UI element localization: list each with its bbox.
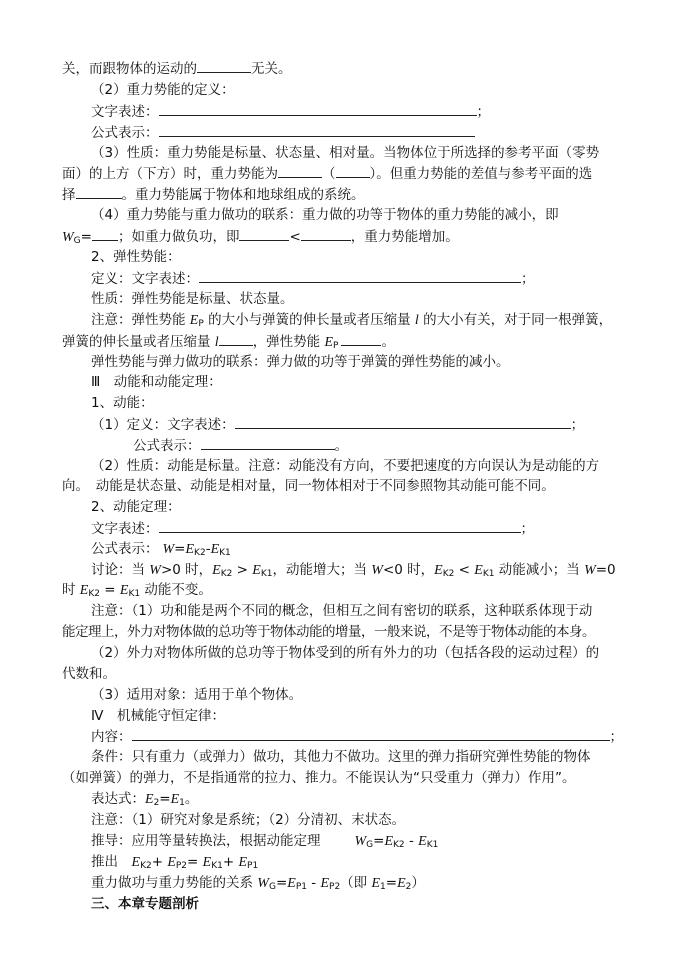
text: ； <box>521 271 535 287</box>
text: ） <box>411 875 425 891</box>
subscript: 2 <box>153 798 160 808</box>
text-line <box>91 143 599 164</box>
text: 的大小有关，对于同一根弹簧， <box>418 312 613 328</box>
blank <box>341 331 381 346</box>
symbol: E <box>210 542 220 557</box>
text: （3）性质：重力势能是标量、状态量、相对量。当物体位于所选择的参考平面（零势 <box>91 145 600 161</box>
text-line <box>133 435 348 456</box>
symbol: E <box>252 563 261 578</box>
text-line <box>91 643 599 664</box>
symbol: E <box>145 792 154 807</box>
text: 。 <box>184 791 199 807</box>
text: = <box>373 833 385 849</box>
text-line <box>91 80 235 101</box>
text: （2）性质：动能是标量。注意：动能没有方向，不要把速度的方向误认为是动能的方 <box>91 458 600 474</box>
blank <box>336 163 370 178</box>
subscript: G <box>73 236 81 246</box>
text: 条件：只有重力（或弹力）做功，其他力不做功。这里的弹力指研究弹性势能的物体 <box>91 749 591 765</box>
subscript: K1 <box>128 589 141 599</box>
symbol: E <box>212 563 221 578</box>
text: （1）定义：文字表述： <box>91 417 235 433</box>
subscript: K2 <box>140 861 152 871</box>
text: ，动能增大；当 <box>272 562 372 578</box>
symbol: l <box>214 335 219 350</box>
text: = <box>159 791 171 807</box>
text: 性质：弹性势能是标量、状态量。 <box>91 291 294 307</box>
subscript: P1 <box>295 882 307 892</box>
text: ，弹性势能 <box>252 334 325 350</box>
text: 动能减小；当 <box>494 562 585 578</box>
formula-line <box>91 831 438 852</box>
text: （3）适用对象：适用于单个物体。 <box>91 687 303 703</box>
subscript: P2 <box>329 882 341 892</box>
text: - <box>404 833 419 849</box>
text: ，重力势能增加。 <box>350 229 459 245</box>
symbol: E <box>189 313 199 328</box>
symbol: E <box>320 876 330 891</box>
text: 关，而跟物体的运动的 <box>62 61 197 77</box>
text: 。 <box>334 438 348 454</box>
symbol: E <box>238 855 248 870</box>
formula-line <box>91 873 425 894</box>
text: 2、动能定理： <box>91 499 181 515</box>
symbol: E <box>434 563 443 578</box>
text: - <box>205 541 211 557</box>
subscript: G <box>366 840 374 850</box>
text: > <box>232 562 253 578</box>
text: = <box>80 229 92 245</box>
symbol: E <box>384 834 394 849</box>
text-line <box>91 497 181 518</box>
blank <box>159 518 521 533</box>
text-line <box>91 393 154 414</box>
subscript: P2 <box>175 861 188 871</box>
blank <box>159 101 477 116</box>
subscript: K1 <box>219 548 231 558</box>
symbol: W <box>149 563 161 578</box>
section-heading <box>91 706 225 727</box>
text: 公式表示： <box>91 125 159 141</box>
symbol: W <box>62 230 74 245</box>
blank <box>239 226 289 241</box>
text: （即 <box>340 875 372 891</box>
subscript: K2 <box>393 840 405 850</box>
text-line <box>91 601 592 622</box>
symbol: E <box>79 583 89 598</box>
text: 三、本章专题剖析 <box>91 896 199 912</box>
text: （2）外力对物体所做的总功等于物体受到的所有外力的功（包括各段的运动过程）的 <box>91 645 600 661</box>
blank <box>219 331 253 346</box>
subscript: K2 <box>194 548 206 558</box>
text: （ <box>322 166 336 182</box>
text-line <box>91 268 535 289</box>
text-line <box>62 331 395 352</box>
text-line <box>62 476 555 497</box>
text: ；如重力做负功，即 <box>117 229 240 245</box>
text-line <box>91 685 302 706</box>
text: 定义：文字表述： <box>91 271 199 287</box>
text-line <box>91 247 181 268</box>
section-heading <box>91 372 222 393</box>
subscript: G <box>268 882 276 892</box>
symbol: E <box>324 335 334 350</box>
text: 公式表示： <box>133 438 201 454</box>
text-line <box>91 518 534 539</box>
subscript: K1 <box>211 861 223 871</box>
text: = <box>187 854 203 870</box>
symbol: E <box>371 876 381 891</box>
symbol: W <box>354 834 367 849</box>
text: 面）的上方（下方）时，重力势能为 <box>62 166 278 182</box>
text-line <box>91 810 405 831</box>
text: Ⅳ 机械能守恒定律： <box>91 708 225 724</box>
subscript: K1 <box>426 840 439 850</box>
text: ； <box>476 104 490 120</box>
text-line <box>91 747 591 768</box>
text-line <box>91 414 584 435</box>
text: < <box>454 562 475 578</box>
text: 公式表示： <box>91 541 159 557</box>
text: 重力做功与重力势能的关系 <box>91 875 258 891</box>
text: 推导：应用等量转换法，根据动能定理 <box>91 833 321 849</box>
symbol: E <box>418 834 427 849</box>
formula-line <box>91 789 198 810</box>
text: 注意：（1）功和能是两个不同的概念，但相互之间有密切的联系，这种联系体现于动 <box>91 603 593 619</box>
symbol: l <box>414 313 419 328</box>
text: 2、弹性势能： <box>91 249 181 265</box>
symbol: E <box>397 876 406 891</box>
text-line <box>91 352 510 373</box>
text: 。 <box>381 334 395 350</box>
text: 文字表述： <box>91 521 159 537</box>
subscript: 1 <box>380 882 386 892</box>
symbol: E <box>167 855 176 870</box>
text: <0 时， <box>382 562 435 578</box>
text: ； <box>609 729 623 745</box>
text-line <box>91 456 599 477</box>
text: 1、动能： <box>91 395 154 411</box>
text: + <box>222 854 239 870</box>
symbol: E <box>474 563 483 578</box>
text: ； <box>570 417 585 433</box>
blank <box>235 414 571 429</box>
subscript: K2 <box>442 569 455 579</box>
text: 时 <box>62 582 80 598</box>
text-line <box>62 664 116 685</box>
text: （2）重力势能的定义： <box>91 82 235 98</box>
subscript: P <box>333 341 339 351</box>
formula-line <box>91 539 231 560</box>
subscript: K1 <box>260 569 273 579</box>
text-line <box>91 560 616 581</box>
symbol: E <box>287 876 296 891</box>
subscript: P1 <box>247 861 259 871</box>
text-line <box>62 163 592 184</box>
text: 注意：弹性势能 <box>91 312 190 328</box>
text: 内容： <box>91 729 132 745</box>
blank <box>201 435 335 450</box>
text: 。重力势能属于物体和地球组成的系统。 <box>121 187 365 203</box>
text: 无关。 <box>251 61 292 77</box>
text: （如弹簧）的弹力，不是指通常的拉力、推力。不能误认为“只受重力（弹力）作用”。 <box>62 770 576 786</box>
text-line <box>62 58 292 79</box>
text: = <box>275 875 288 891</box>
text: Ⅲ 动能和动能定理： <box>91 374 222 390</box>
blank <box>197 58 251 73</box>
blank <box>301 226 351 241</box>
symbol: E <box>170 792 180 807</box>
symbol: W <box>371 563 383 578</box>
blank <box>278 163 322 178</box>
symbol: E <box>202 855 212 870</box>
text: 表达式： <box>91 791 145 807</box>
text: ； <box>520 521 534 537</box>
text-line <box>91 205 559 226</box>
text: 向。 动能是状态量、动能是相对量，同一物体相对于不同参照物其动能可能不同。 <box>62 478 555 494</box>
text: = <box>174 541 186 557</box>
formula-line <box>91 852 258 873</box>
symbol: E <box>185 542 195 557</box>
blank <box>132 726 610 741</box>
text: 文字表述： <box>91 104 159 120</box>
text: 注意：（1）研究对象是系统；（2）分清初、末状态。 <box>91 812 406 828</box>
text-line <box>91 310 612 331</box>
text: （4）重力势能与重力做功的联系：重力做的功等于物体的重力势能的减小，即 <box>91 207 559 223</box>
text-line <box>91 289 294 310</box>
blank <box>159 122 475 137</box>
text: >0 时， <box>160 562 213 578</box>
text: 弹性势能与弹力做功的联系：弹力做的功等于弹簧的弹性势能的减小。 <box>91 354 510 370</box>
symbol: E <box>119 583 129 598</box>
text-line <box>62 768 576 789</box>
blank <box>92 226 118 241</box>
text: ）。但重力势能的差值与参考平面的选 <box>369 166 593 182</box>
text: = <box>385 875 398 891</box>
text: 能定理上，外力对物体做的总功等于物体动能的增量，一般来说，不是等于物体动能的本身。 <box>62 624 595 640</box>
text-line <box>62 622 595 643</box>
text: + <box>151 854 168 870</box>
text-line <box>62 226 459 247</box>
text: 择 <box>62 187 76 203</box>
symbol: W <box>584 563 596 578</box>
symbol: W <box>162 542 175 557</box>
text-line <box>91 726 623 747</box>
subscript: 1 <box>179 798 185 808</box>
text: 的大小与弹簧的伸长量或者压缩量 <box>203 312 415 328</box>
subscript: K2 <box>220 569 233 579</box>
subscript: K1 <box>482 569 495 579</box>
text: =0 <box>595 562 616 578</box>
subscript: P <box>198 319 204 329</box>
symbol: E <box>131 855 141 870</box>
subscript: 2 <box>405 882 412 892</box>
text: - <box>306 875 321 891</box>
chapter-heading <box>91 894 199 915</box>
text: 讨论：当 <box>91 562 150 578</box>
subscript: K2 <box>88 589 100 599</box>
symbol: W <box>257 876 269 891</box>
text: 代数和。 <box>62 666 116 682</box>
text-line <box>62 580 212 601</box>
blank <box>199 268 521 283</box>
text: = <box>100 582 120 598</box>
text-line <box>91 122 475 143</box>
text-line <box>62 184 365 205</box>
text: 推出 <box>91 854 132 870</box>
text: < <box>289 229 301 245</box>
text: 弹簧的伸长量或者压缩量 <box>62 334 215 350</box>
text-line <box>91 101 490 122</box>
text: 动能不变。 <box>140 582 212 598</box>
blank <box>76 184 122 199</box>
